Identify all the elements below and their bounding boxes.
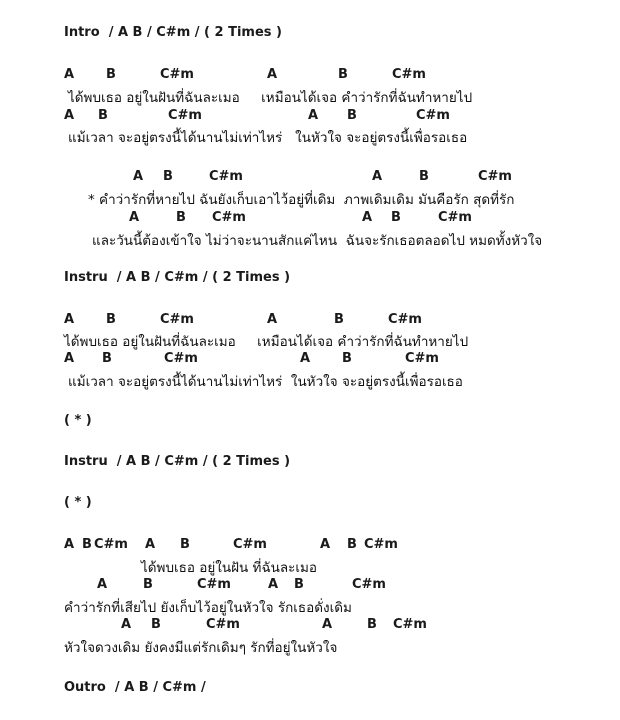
chord: A: [129, 210, 140, 225]
chord: A: [308, 108, 319, 123]
chord: C#m: [478, 169, 512, 184]
chord: C#m: [160, 312, 194, 327]
chord: A: [133, 169, 144, 184]
chord: B: [106, 312, 116, 327]
chord: A: [145, 537, 156, 552]
chord: C#m: [94, 537, 128, 552]
lyric-line: และวันนี้ต้องเข้าใจ ไม่ว่าจะนานสักแค่ไหน ฉันจะรักเธอตลอดไป หมดทั้งหัวใจ: [92, 233, 543, 249]
chord: A: [372, 169, 383, 184]
chord: C#m: [160, 67, 194, 82]
refrain-marker: ( * ): [64, 495, 92, 510]
lyric-line: ได้พบเธอ อยู่ในฝันที่ฉันละเมอ เหมือนได้เจอ คำว่ารักที่ฉันทำหายไป: [64, 334, 469, 350]
chord: B: [180, 537, 190, 552]
chord: C#m: [392, 67, 426, 82]
chord: A: [322, 617, 333, 632]
lyric-line: แม้เวลา จะอยู่ตรงนี้ได้นานไม่เท่าไหร่ ในหัวใจ จะอยู่ตรงนี้เพื่อรอเธอ: [68, 374, 463, 390]
chord: B: [102, 351, 112, 366]
chord: A: [267, 312, 278, 327]
chord: A: [64, 108, 75, 123]
chord: A: [64, 312, 75, 327]
chord: C#m: [209, 169, 243, 184]
chord: A: [64, 351, 75, 366]
chord: A: [267, 67, 278, 82]
chord: C#m: [168, 108, 202, 123]
chord: C#m: [393, 617, 427, 632]
chord: B: [338, 67, 348, 82]
chord: B: [82, 537, 92, 552]
chord: B: [106, 67, 116, 82]
chord: B: [342, 351, 352, 366]
chord: A: [64, 67, 75, 82]
lyric-line: ได้พบเธอ อยู่ในฝันที่ฉันละเมอ เหมือนได้เจอ คำว่ารักที่ฉันทำหายไป: [68, 90, 473, 106]
chord: B: [294, 577, 304, 592]
chord: A: [97, 577, 108, 592]
chord: B: [347, 537, 357, 552]
chord: C#m: [364, 537, 398, 552]
instru-header: Instru / A B / C#m / ( 2 Times ): [64, 454, 291, 469]
chord: C#m: [164, 351, 198, 366]
chord: B: [419, 169, 429, 184]
chord: B: [367, 617, 377, 632]
lyric-line: ได้พบเธอ อยู่ในฝัน ที่ฉันละเมอ: [141, 560, 318, 576]
lyric-line: * คำว่ารักที่หายไป ฉันยังเก็บเอาไว้อยู่ที่เดิม ภาพเดิมเดิม มันคือรัก สุดที่รัก: [88, 192, 515, 208]
chord: A: [320, 537, 331, 552]
chord: C#m: [352, 577, 386, 592]
chord: B: [334, 312, 344, 327]
chord: B: [98, 108, 108, 123]
lyric-line: หัวใจดวงเดิม ยังคงมีแต่รักเดิมๆ รักที่อยู่ในหัวใจ: [64, 640, 338, 656]
instru-header: Instru / A B / C#m / ( 2 Times ): [64, 270, 291, 285]
chord: A: [121, 617, 132, 632]
chord: A: [64, 537, 75, 552]
lyric-line: แม้เวลา จะอยู่ตรงนี้ได้นานไม่เท่าไหร่ ในหัวใจ จะอยู่ตรงนี้เพื่อรอเธอ: [68, 130, 468, 146]
outro-header: Outro / A B / C#m /: [64, 680, 206, 695]
chord: B: [151, 617, 161, 632]
chord: B: [143, 577, 153, 592]
chord: A: [300, 351, 311, 366]
chord: C#m: [405, 351, 439, 366]
intro-header: Intro / A B / C#m / ( 2 Times ): [64, 25, 282, 40]
chord: A: [268, 577, 279, 592]
chord: C#m: [416, 108, 450, 123]
lyric-line: คำว่ารักที่เสียไป ยังเก็บไว้อยู่ในหัวใจ รักเธอดั่งเดิม: [64, 600, 352, 616]
chord: C#m: [212, 210, 246, 225]
chord: C#m: [206, 617, 240, 632]
chord: C#m: [233, 537, 267, 552]
chord: B: [391, 210, 401, 225]
chord: A: [362, 210, 373, 225]
chord: C#m: [197, 577, 231, 592]
refrain-marker: ( * ): [64, 413, 92, 428]
chord: C#m: [438, 210, 472, 225]
chord: B: [176, 210, 186, 225]
chord: B: [163, 169, 173, 184]
chord: C#m: [388, 312, 422, 327]
chord: B: [347, 108, 357, 123]
